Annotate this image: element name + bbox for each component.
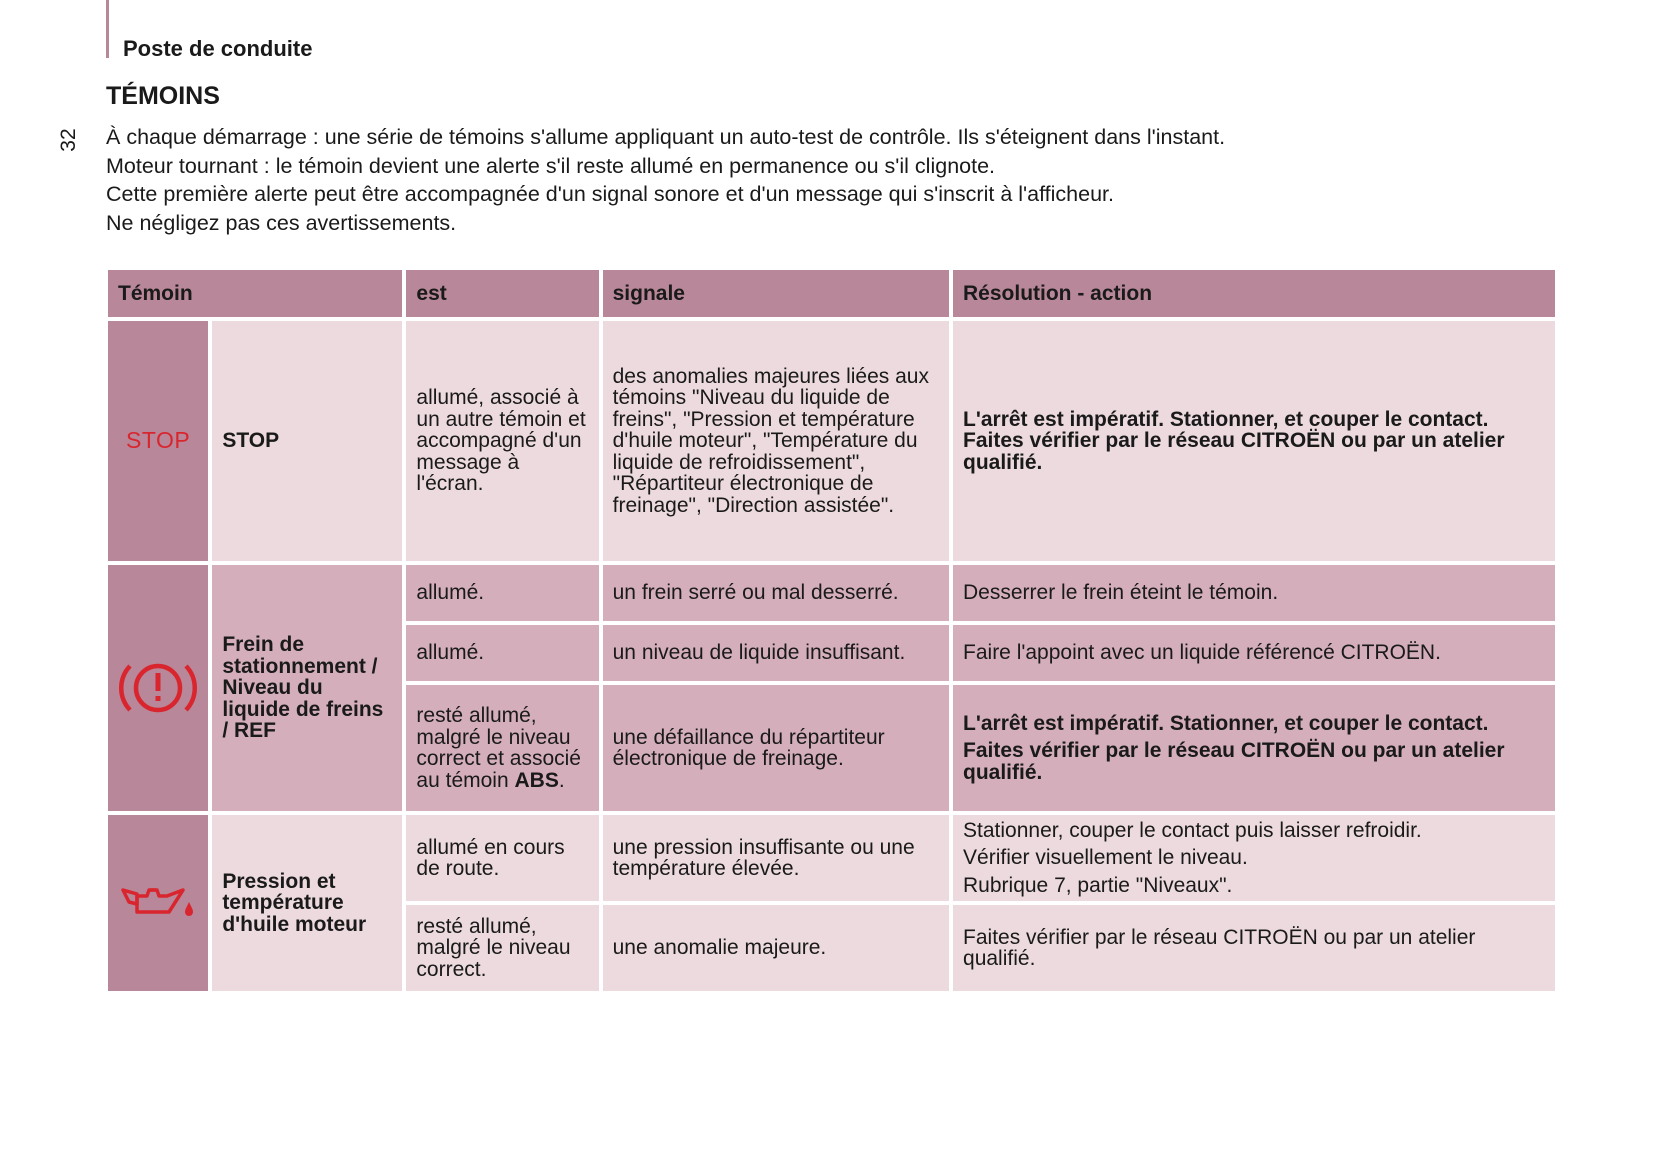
oil-icon-cell (108, 815, 208, 991)
est-suffix: . (558, 768, 565, 792)
est-cell: allumé. (406, 625, 598, 681)
header-rule (106, 0, 109, 58)
action-cell (953, 321, 1555, 561)
action-text: Vérifier visuellement le niveau. (963, 846, 1248, 870)
action-text: Desserrer le frein éteint le témoin. (963, 581, 1279, 605)
est-cell: resté allumé, malgré le niveau correct. (406, 905, 598, 991)
column-header-action: Résolution - action (953, 270, 1555, 317)
column-header-est: est (406, 270, 598, 317)
action-text: Faire l'appoint avec un liquide référencé CITROËN. (963, 641, 1441, 665)
action-text: Stationner, couper le contact puis laisser refroidir. (963, 818, 1422, 842)
intro-line: Cette première alerte peut être accompagnée d'un signal sonore et d'un message qui s'inscrit à l'afficheur. (106, 182, 1114, 206)
signale-cell: des anomalies majeures liées aux témoins "Niveau du liquide de freins", "Pression et température d'huile moteur", "Température du liquide de refroidissement", "Répartiteur électronique de freinage", "Direction assistée". (603, 321, 949, 561)
page-number: 32 (57, 128, 80, 152)
warning-name: STOP (212, 321, 402, 561)
action-cell (953, 815, 1555, 901)
column-header-temoin: Témoin (108, 270, 402, 317)
action-cell (953, 905, 1555, 991)
action-cell (953, 685, 1555, 811)
stop-icon-cell (108, 321, 208, 561)
signale-cell: une pression insuffisante ou une température élevée. (603, 815, 949, 901)
intro-line: Ne négligez pas ces avertissements. (106, 210, 457, 235)
action-text: Rubrique 7, partie "Niveaux". (963, 873, 1233, 897)
action-text: L'arrêt est impératif. Stationner, et couper le contact. (963, 711, 1489, 735)
action-text: Faites vérifier par le réseau CITROËN ou par un atelier qualifié. (963, 925, 1476, 970)
warning-name: Frein de stationnement / Niveau du liquide de freins / REF (212, 565, 402, 811)
table-header-row (108, 270, 1555, 317)
table-row-stop (108, 321, 1555, 561)
brake-warning-icon (116, 653, 200, 723)
section-label: Poste de conduite (123, 36, 313, 61)
warning-lights-table (104, 266, 1559, 995)
column-header-signale: signale (603, 270, 949, 317)
est-cell: allumé, associé à un autre témoin et accompagné d'un message à l'écran. (406, 321, 598, 561)
abs-label: ABS (514, 768, 559, 792)
action-text: L'arrêt est impératif. Stationner, et couper le contact. Faites vérifier par le réseau CITROËN ou par un atelier qualifié. (963, 407, 1505, 474)
intro-line: Moteur tournant : le témoin devient une alerte s'il reste allumé en permanence ou s'il clignote. (106, 153, 996, 178)
intro-line: À chaque démarrage : une série de témoins s'allume appliquant un auto-test de contrôle. Ils s'éteignent dans l'instant. (106, 125, 1226, 149)
warning-name: Pression et température d'huile moteur (212, 815, 402, 991)
est-cell (406, 685, 598, 811)
table-row-oil (108, 815, 1555, 901)
est-text: resté allumé, malgré le niveau correct et associé au témoin (416, 704, 581, 792)
est-cell: allumé. (406, 565, 598, 621)
brake-icon-cell (108, 565, 208, 811)
intro-text (106, 123, 1586, 237)
action-cell (953, 625, 1555, 681)
signale-cell: un niveau de liquide insuffisant. (603, 625, 949, 681)
signale-cell: une anomalie majeure. (603, 905, 949, 991)
page-title: TÉMOINS (106, 82, 220, 110)
signale-cell: une défaillance du répartiteur électronique de freinage. (603, 685, 949, 811)
est-cell: allumé en cours de route. (406, 815, 598, 901)
action-cell (953, 565, 1555, 621)
table-row-brake (108, 565, 1555, 621)
oil-can-icon (119, 882, 197, 924)
signale-cell: un frein serré ou mal desserré. (603, 565, 949, 621)
action-text: Faites vérifier par le réseau CITROËN ou par un atelier qualifié. (963, 739, 1505, 784)
stop-icon: STOP (126, 426, 191, 453)
